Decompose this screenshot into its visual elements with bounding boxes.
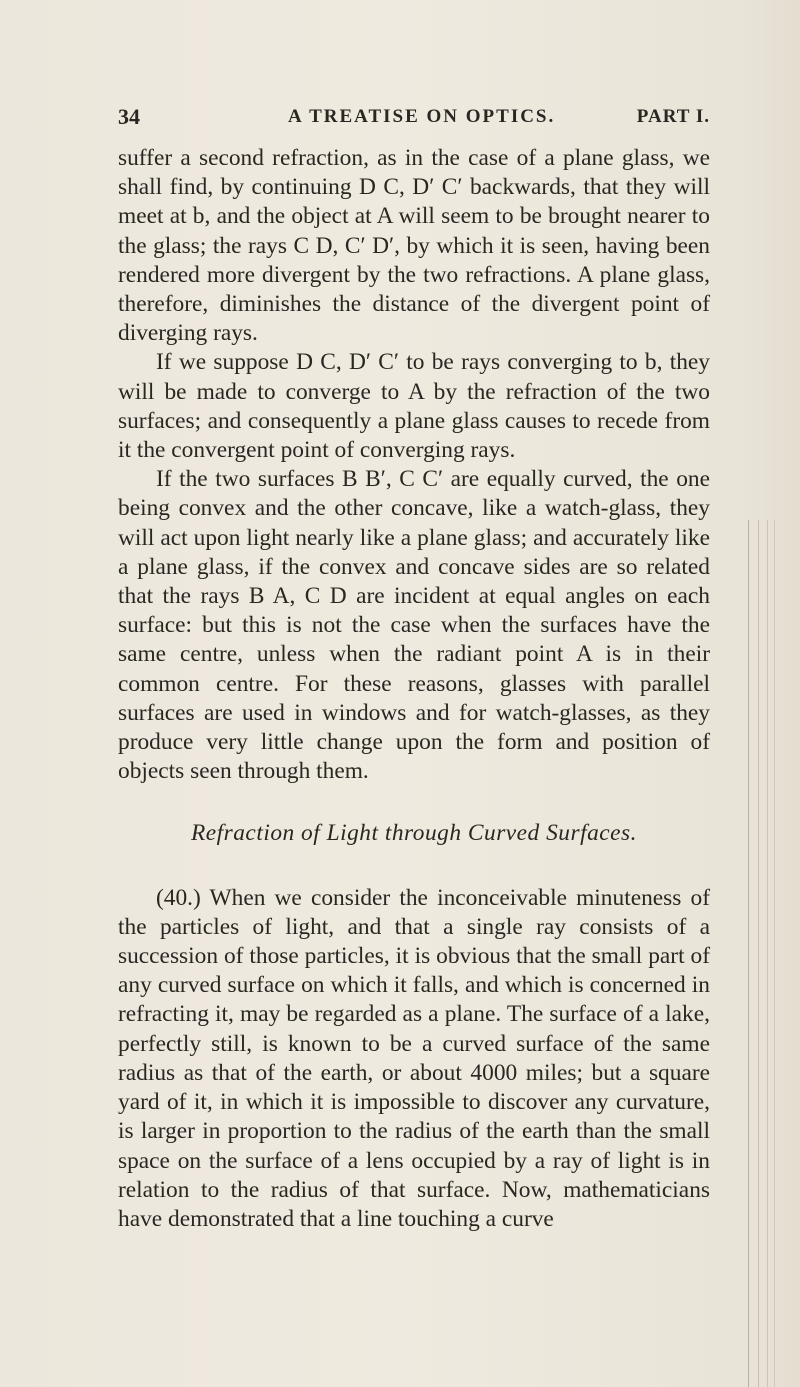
paragraph: If the two surfaces B B′, C C′ are equally curved, the one being convex and the other concave, like a watch-glass, they will act upon light nearly like a plane glass; and accurately like a plane glass, if the convex and concave sides are so related that the rays B A, C D are incident at equal angles on each surface: but this is not the case when the surfaces have the same centre, unless when the radiant point A is in their common centre. For these reasons, glasses with parallel surfaces are used in windows and for watch-glasses, as they produce very little change upon the form and position of objects seen through them. bbox=[118, 466, 710, 785]
paragraph: (40.) When we consider the inconceivable minuteness of the particles of light, and that a single ray consists of a succession of those particles, it is obvious that the small part of any curved surface on which it falls, and which is concerned in refracting it, may be regarded as a plane. The surface of a lake, perfectly still, is known to be a curved surface of the same radius as that of the earth, or about 4000 miles; but a square yard of it, in which it is impossible to discover any curvature, is larger in proportion to the radius of the earth than the small space on the surface of a lens occupied by a ray of light is in relation to the radius of that surface. Now, mathematicians have demonstrated that a line touching a curve bbox=[118, 884, 710, 1232]
running-title: A TREATISE ON OPTICS. bbox=[288, 106, 556, 127]
page-number: 34 bbox=[118, 104, 140, 129]
paragraph: If we suppose D C, D′ C′ to be rays converging to b, they will be made to converge to A by the refraction of the two surfaces; and consequently a plane glass causes to recede from it the convergent point of converging rays. bbox=[118, 349, 710, 464]
paragraph: suffer a second refraction, as in the case of a plane glass, we shall find, by continuing D C, D′ C′ backwards, that they will meet at b, and the object at A will seem to be brought nearer to the glass; the rays C D, C′ D′, by which it is seen, having been rendered more divergent by the two refractions. A plane glass, therefore, diminishes the distance of the divergent point of diverging rays. bbox=[118, 145, 710, 347]
body-text bbox=[118, 144, 710, 1234]
page-edge-lines bbox=[740, 520, 800, 1387]
page-header bbox=[118, 104, 710, 134]
section-heading: Refraction of Light through Curved Surfaces. bbox=[190, 820, 638, 847]
part-label: PART I. bbox=[636, 106, 710, 127]
